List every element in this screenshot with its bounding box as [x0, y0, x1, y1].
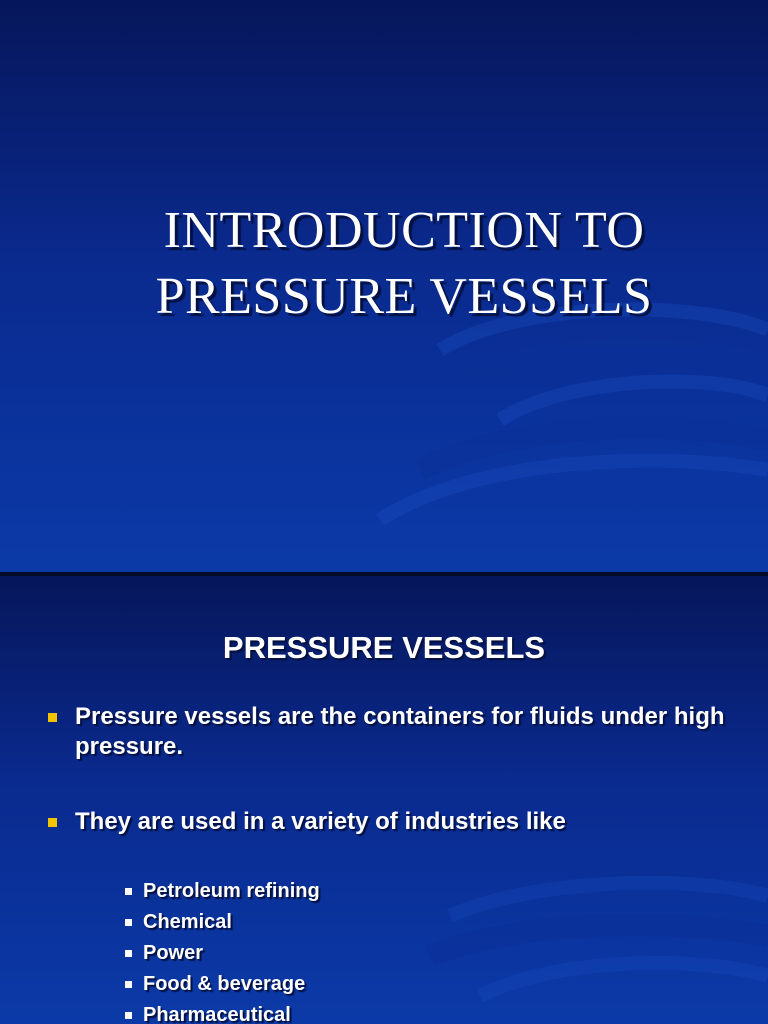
list-item	[125, 938, 320, 969]
industry-label: Petroleum refining	[143, 880, 320, 902]
small-square-bullet-icon	[125, 981, 132, 988]
small-square-bullet-icon	[125, 1012, 132, 1019]
list-item	[125, 1000, 320, 1024]
bullet-text: They are used in a variety of industries like	[75, 808, 566, 835]
bullet-text: Pressure vessels are the containers for fluids under high pressure.	[75, 703, 725, 760]
square-bullet-icon	[48, 818, 57, 827]
bullet-item	[48, 702, 725, 762]
list-item	[125, 876, 320, 907]
list-item	[125, 969, 320, 1000]
small-square-bullet-icon	[125, 919, 132, 926]
square-bullet-icon	[48, 713, 57, 722]
small-square-bullet-icon	[125, 888, 132, 895]
industry-label: Power	[143, 942, 204, 964]
industry-label: Food & beverage	[143, 973, 306, 995]
bullet-item	[48, 807, 725, 837]
title-line-1: INTRODUCTION TO	[163, 202, 645, 259]
content-slide	[0, 576, 768, 1024]
slide-heading: PRESSURE VESSELS	[222, 630, 546, 665]
small-square-bullet-icon	[125, 950, 132, 957]
list-item	[125, 907, 320, 938]
title-line-2: PRESSURE VESSELS	[155, 268, 653, 325]
industry-list	[125, 876, 320, 1024]
industry-label: Pharmaceutical	[143, 1004, 291, 1024]
slide-title	[0, 198, 768, 330]
industry-label: Chemical	[143, 911, 232, 933]
